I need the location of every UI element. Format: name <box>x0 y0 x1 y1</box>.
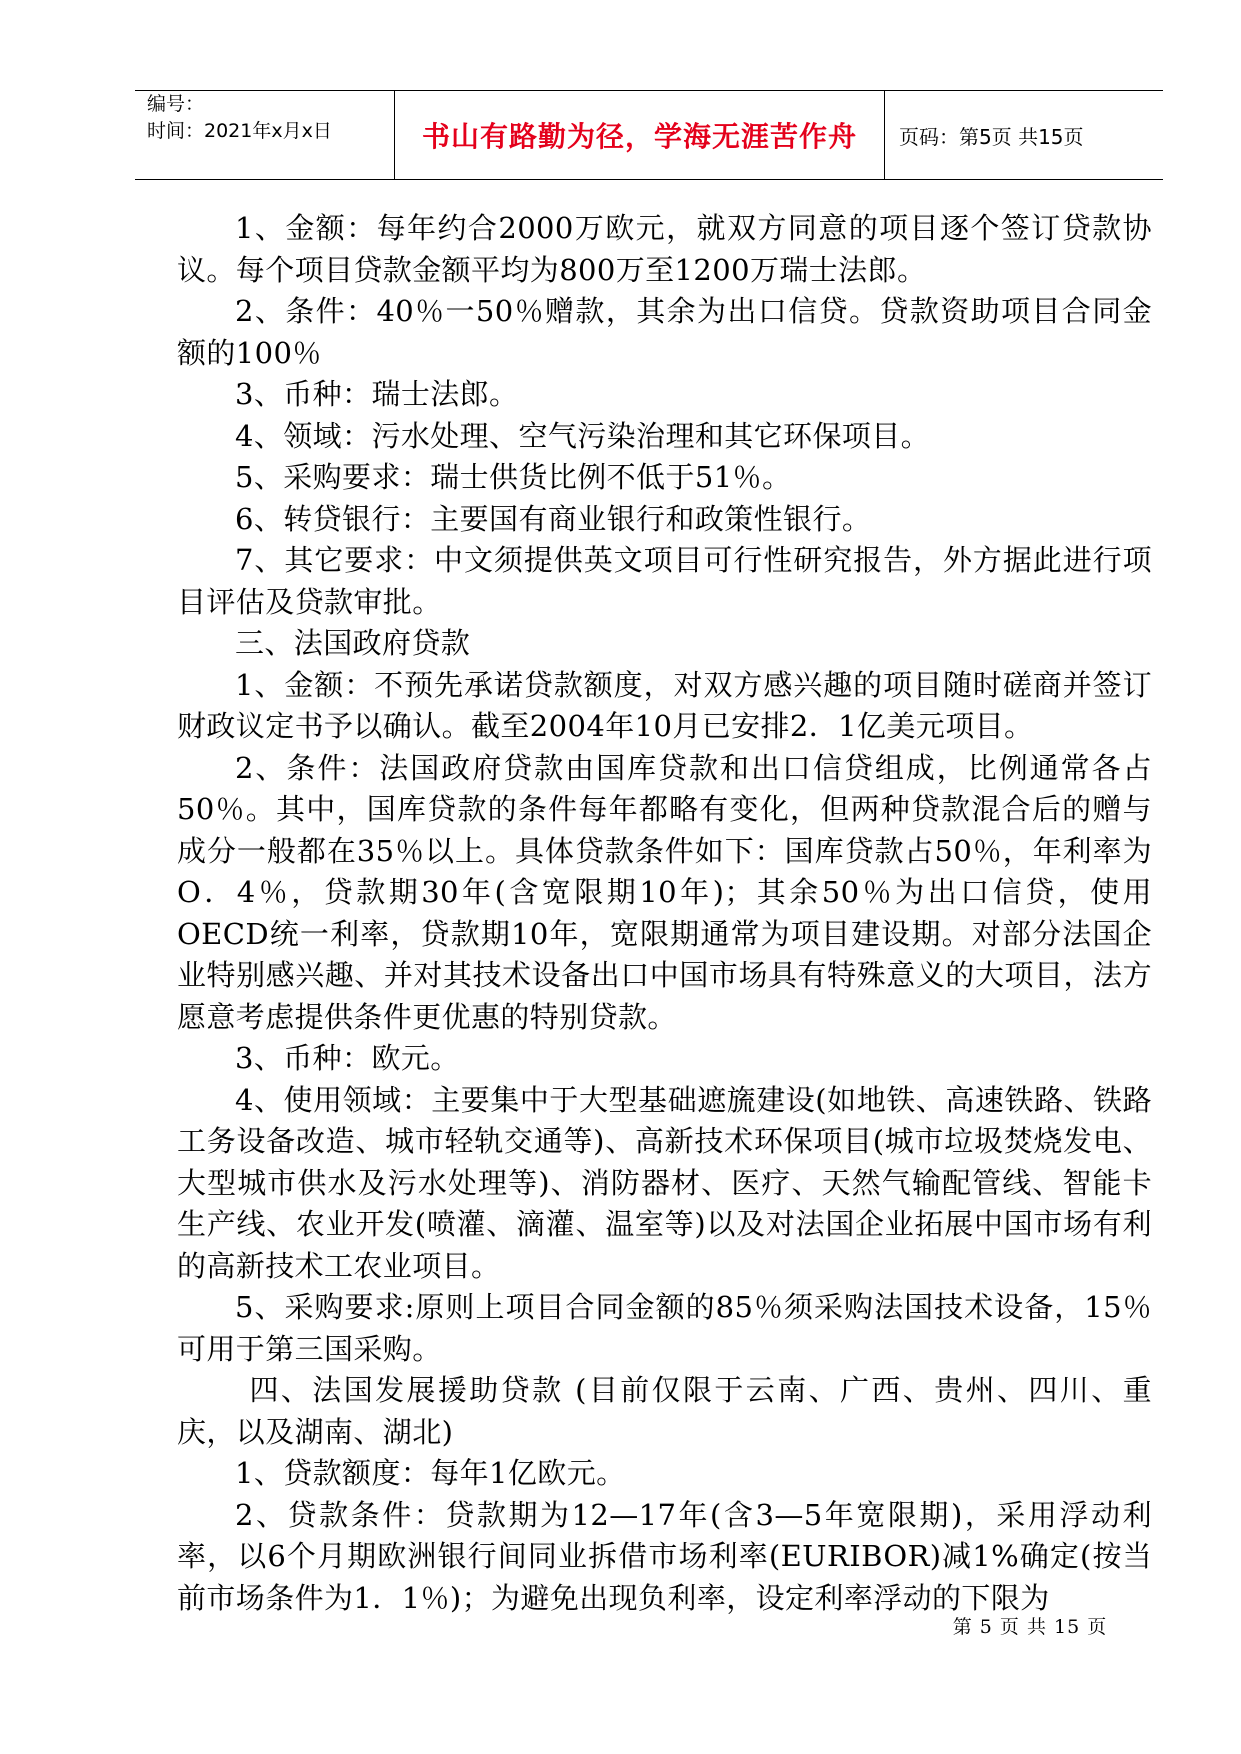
paragraph: 1、金额：每年约合2000万欧元，就双方同意的项目逐个签订贷款协议。每个项目贷款金额平均为800万至1200万瑞士法郎。 <box>177 211 1152 287</box>
paragraph: 5、采购要求：瑞士供货比例不低于51％。 <box>235 460 792 494</box>
paragraph: 5、采购要求:原则上项目合同金额的85％须采购法国技术设备，15％可用于第三国采购。 <box>177 1290 1152 1366</box>
section-heading: 三、法国政府贷款 <box>235 626 471 660</box>
header-motto: 书山有路勤为径，学海无涯苦作舟 <box>421 120 857 153</box>
header-page-info: 页码：第5页 共15页 <box>899 124 1084 149</box>
paragraph: 4、使用领域：主要集中于大型基础遮旒建设(如地铁、高速铁路、铁路工务设备改造、城市轻轨交通等)、高新技术环保项目(城市垃圾焚烧发电、大型城市供水及污水处理等)、消防器材、医疗、天然气输配管线、智能卡生产线、农业开发(喷灌、滴灌、温室等)以及对法国企业拓展中国市场有利的高新技术工农业项目。 <box>177 1082 1152 1283</box>
header-meta-cell <box>135 91 395 179</box>
header-page-cell <box>885 91 1163 179</box>
page-header <box>135 90 1163 180</box>
paragraph: 2、条件：40％一50％赠款，其余为出口信贷。贷款资助项目合同金额的100％ <box>177 294 1152 370</box>
page-footer: 第 5 页 共 15 页 <box>952 1616 1108 1638</box>
paragraph: 2、贷款条件：贷款期为12—17年(含3—5年宽限期)，采用浮动利率，以6个月期欧洲银行间同业拆借市场利率(EURIBOR)减1%确定(按当前市场条件为1．1％)；为避免出现负利率，设定利率浮动的下限为 <box>177 1497 1152 1615</box>
paragraph: 3、币种：瑞士法郎。 <box>235 377 519 411</box>
paragraph: 3、币种：欧元。 <box>235 1041 460 1075</box>
header-motto-cell <box>395 91 885 179</box>
section-heading: 四、法国发展援助贷款 (目前仅限于云南、广西、贵州、四川、重庆，以及湖南、湖北) <box>177 1373 1152 1449</box>
document-time-label: 时间：2021年x月x日 <box>147 120 332 142</box>
document-number-label: 编号： <box>147 93 205 115</box>
paragraph: 6、转贷银行：主要国有商业银行和政策性银行。 <box>235 501 872 536</box>
document-body <box>177 208 1152 1619</box>
paragraph: 2、条件：法国政府贷款由国库贷款和出口信贷组成，比例通常各占50％。其中，国库贷款的条件每年都略有变化，但两种贷款混合后的赠与成分一般都在35％以上。具体贷款条件如下：国库贷款占50％，年利率为O．4％，贷款期30年(含宽限期10年)；其余50％为出口信贷，使用OECD统一利率，贷款期10年，宽限期通常为项目建设期。对部分法国企业特别感兴趣、并对其技术设备出口中国市场具有特殊意义的大项目，法方愿意考虑提供条件更优惠的特别贷款。 <box>177 750 1152 1034</box>
paragraph: 4、领域：污水处理、空气污染治理和其它环保项目。 <box>235 418 931 453</box>
paragraph: 1、贷款额度：每年1亿欧元。 <box>235 1456 626 1490</box>
paragraph: 1、金额：不预先承诺贷款额度，对双方感兴趣的项目随时磋商并签订财政议定书予以确认。截至2004年10月已安排2．1亿美元项目。 <box>177 667 1152 743</box>
paragraph: 7、其它要求：中文须提供英文项目可行性研究报告，外方据此进行项目评估及贷款审批。 <box>177 543 1152 619</box>
